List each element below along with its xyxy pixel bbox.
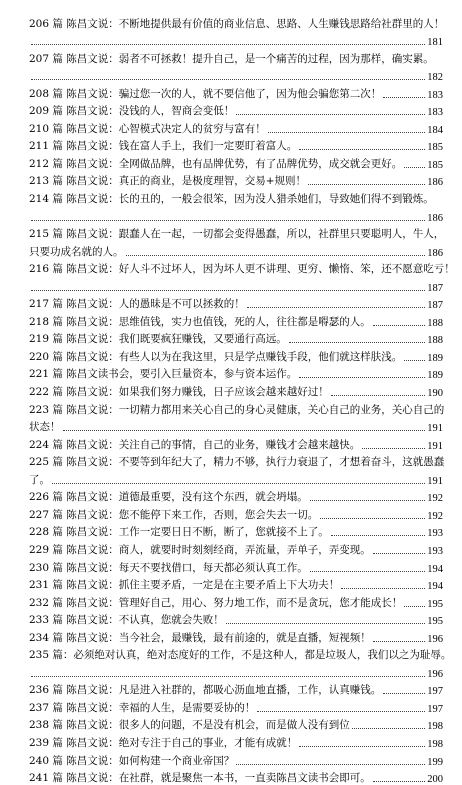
page-number: 193 (427, 545, 443, 557)
page-number: 192 (427, 493, 443, 505)
page-number: 183 (427, 89, 443, 101)
toc-entry-title: 241 篇 陈昌文说：在社群，就是聚焦一本书，一直卖陈昌文读书会即可。 (29, 772, 371, 785)
page-number: 197 (427, 686, 443, 698)
toc-entry[interactable] (29, 768, 443, 785)
toc-entry[interactable] (29, 715, 443, 733)
toc-entry-title: 215 篇 陈昌文说：跟蠢人在一起，一切都会变得愚蠢，所以，社群里只要聪明人，牛人， (29, 228, 445, 241)
toc-entry[interactable] (29, 83, 443, 101)
toc-entry-title: 240 篇 陈昌文说：如何构建一个商业帝国？ (29, 754, 235, 767)
toc-entry-title: 229 篇 陈昌文说：商人，就要时时刻刻经商，弄流量，弄单子，弄变现。 (29, 543, 371, 556)
dot-leader (236, 764, 425, 765)
toc-entry-title: 217 篇 陈昌文说：人的愚昧是不可以拯救的！ (29, 298, 245, 311)
page-number: 184 (427, 124, 443, 136)
page-number: 186 (427, 212, 443, 224)
dot-leader (310, 571, 426, 572)
page-number: 188 (427, 317, 443, 329)
page-number: 191 (427, 423, 443, 435)
dot-leader (63, 430, 426, 431)
toc-entry-title: 209 篇 陈昌文说：没钱的人，智商会变低！ (29, 105, 235, 118)
toc-entry[interactable] (29, 311, 443, 329)
dot-leader (31, 290, 425, 291)
dot-leader (308, 184, 425, 185)
dot-leader (404, 606, 425, 607)
dot-leader (331, 535, 426, 536)
page-number: 197 (427, 703, 443, 715)
page-number: 183 (427, 107, 443, 119)
dot-leader (373, 553, 426, 554)
dot-leader (404, 167, 425, 168)
page-number: 181 (427, 37, 443, 49)
toc-entry-title: 239 篇 陈昌文说：绝对专注于自己的事业，才能有成就！ (29, 736, 298, 749)
dot-leader (52, 483, 425, 484)
toc-entry-title: 216 篇 陈昌文说：好人斗不过坏人，因为坏人更不讲理、更穷、懒惰、笨，还不愿意吃亏！ (29, 263, 455, 276)
toc-entry-title: 223 篇 陈昌文说：一切精力都用来关心自己的身心灵健康，关心自己的业务，关心自己的 (29, 403, 445, 416)
dot-leader (257, 711, 425, 712)
toc-entry-title: 207 篇 陈昌文说：弱者不可拯救！提升自己，是一个痛苦的过程，因为那样，确实累。 (29, 52, 434, 65)
table-of-contents (29, 13, 455, 785)
toc-entry[interactable] (29, 504, 443, 522)
dot-leader (236, 114, 425, 115)
toc-entry-title: 231 篇 陈昌文说：抓住主要矛盾，一定是在主要矛盾上下大功夫！ (29, 579, 340, 592)
toc-entry-title: 224 篇 陈昌文说：关注自己的事情，自己的业务，赚钱才会越来越快。 (29, 438, 361, 451)
dot-leader (226, 623, 426, 624)
dot-leader (310, 500, 426, 501)
page-number: 196 (427, 633, 443, 645)
page-number: 189 (427, 352, 443, 364)
toc-entry-title: 235 篇：必须绝对认真，绝对态度好的工作，不是这种人，都是垃圾人，我们以之为耻辱。 (29, 649, 452, 662)
toc-entry-title: 222 篇 陈昌文说：如果我们努力赚钱，日子应该会越来越好过！ (29, 386, 329, 399)
toc-entry[interactable] (29, 118, 443, 136)
page-number: 186 (427, 177, 443, 189)
dot-leader (383, 693, 425, 694)
toc-entry-leader (29, 206, 443, 224)
dot-leader (299, 377, 425, 378)
dot-leader (404, 360, 425, 361)
toc-entry[interactable] (29, 452, 443, 470)
dot-leader (31, 44, 425, 45)
dot-leader (373, 641, 426, 642)
toc-entry[interactable] (29, 136, 443, 154)
page-number: 199 (427, 756, 443, 768)
page-number: 185 (427, 142, 443, 154)
toc-entry[interactable] (29, 13, 443, 31)
dot-leader (268, 132, 426, 133)
toc-entry-leader (29, 662, 443, 680)
toc-entry-title: 226 篇 陈昌文说：道德最重要，没有这个东西，就会坍塌。 (29, 491, 308, 504)
page-number: 198 (427, 738, 443, 750)
toc-entry[interactable] (29, 575, 443, 593)
dot-leader (383, 97, 425, 98)
toc-entry[interactable] (29, 153, 443, 171)
toc-entry-title: 238 篇 陈昌文说：很多人的问题，不是没有机会，而是做人没有到位 (29, 719, 350, 732)
toc-entry-continuation (29, 469, 443, 487)
toc-entry-title: 219 篇 陈昌文说：我们既要疯狂赚钱，又要通行高远。 (29, 333, 287, 346)
dot-leader (352, 728, 426, 729)
toc-entry-title: 234 篇 陈昌文说：当今社会，最赚钱，最有前途的，就是直播，短视频！ (29, 631, 371, 644)
toc-entry[interactable] (29, 557, 443, 575)
toc-entry[interactable] (29, 329, 443, 347)
page-number: 187 (427, 282, 443, 294)
toc-entry-leader (29, 66, 443, 84)
toc-entry[interactable] (29, 750, 443, 768)
toc-entry-leader (29, 276, 443, 294)
page-number: 187 (427, 300, 443, 312)
toc-entry-title: 236 篇 陈昌文说：凡是进入社群的，都吸心沥血地直播，工作，认真赚钱。 (29, 684, 382, 697)
toc-entry-title-continued: 状态！ (29, 421, 61, 434)
page-number: 193 (427, 528, 443, 540)
toc-entry[interactable] (29, 171, 443, 189)
toc-entry[interactable] (29, 259, 455, 277)
toc-entry-title: 237 篇 陈昌文说：幸福的人生，是需要妥协的！ (29, 701, 256, 714)
toc-entry-title: 206 篇 陈昌文说：不断地提供最有价值的商业信息、思路、人生赚钱思路给社群里的人！ (29, 17, 445, 30)
dot-leader (341, 588, 425, 589)
toc-entry-title: 227 篇 陈昌文说：您不能停下来工作，否则，您会失去一切。 (29, 508, 319, 521)
toc-entry-title: 220 篇 陈昌文说：有些人以为在我这里，只是学点赚钱手段，他们就这样肤浅。 (29, 350, 403, 363)
toc-entry[interactable] (29, 346, 443, 364)
dot-leader (373, 781, 426, 782)
toc-entry-title: 233 篇 陈昌文说：不认真，您就会失败！ (29, 614, 224, 627)
toc-entry[interactable] (29, 592, 443, 610)
toc-entry-title: 208 篇 陈昌文说：骗过您一次的人，就不要信他了，因为他会骗您第二次！ (29, 87, 382, 100)
page-number: 195 (427, 616, 443, 628)
toc-entry-title-continued: 了。 (29, 473, 50, 486)
dot-leader (299, 149, 425, 150)
page-number: 191 (427, 475, 443, 487)
toc-entry[interactable] (29, 697, 443, 715)
toc-entry[interactable] (29, 434, 443, 452)
page-number: 198 (427, 721, 443, 733)
toc-entry[interactable] (29, 294, 443, 312)
toc-entry[interactable] (29, 364, 443, 382)
toc-entry-title-continued: 只要功成名就的人。 (29, 245, 124, 258)
dot-leader (362, 448, 425, 449)
toc-entry-title: 228 篇 陈昌文说：工作一定要日日不断，断了，您就接不上了。 (29, 526, 329, 539)
page-number: 194 (427, 563, 443, 575)
page-number: 191 (427, 440, 443, 452)
toc-entry[interactable] (29, 101, 443, 119)
page-number: 190 (427, 388, 443, 400)
dot-leader (31, 79, 425, 80)
toc-entry-title: 212 篇 陈昌文说：全网做品牌，也有品牌优势，有了品牌优势，成交就会更好。 (29, 157, 403, 170)
toc-entry[interactable] (29, 732, 443, 750)
toc-entry-title: 210 篇 陈昌文说：心智模式决定人的贫穷与富有！ (29, 122, 266, 135)
toc-entry-title: 225 篇 陈昌文说：不要等到年纪大了，精力不够，执行力衰退了，才想着奋斗，这就愚蠢 (29, 456, 445, 469)
toc-entry-title: 211 篇 陈昌文说：钱在富人手上，我们一定要盯着富人。 (29, 140, 298, 153)
dot-leader (31, 676, 425, 677)
toc-entry-title: 221 篇 陈昌文读书会，要引入巨量资本，参与资本运作。 (29, 368, 298, 381)
toc-entry[interactable] (29, 48, 443, 66)
toc-entry[interactable] (29, 188, 443, 206)
page-number: 200 (427, 774, 443, 785)
toc-entry[interactable] (29, 224, 443, 242)
page-number: 186 (427, 247, 443, 259)
page-number: 194 (427, 581, 443, 593)
page-number: 188 (427, 335, 443, 347)
toc-entry-continuation (29, 417, 443, 435)
dot-leader (31, 220, 425, 221)
toc-entry[interactable] (29, 539, 443, 557)
toc-entry[interactable] (29, 399, 443, 417)
page-number: 192 (427, 510, 443, 522)
dot-leader (247, 307, 426, 308)
dot-leader (126, 255, 426, 256)
toc-entry[interactable] (29, 627, 443, 645)
page-number: 195 (427, 598, 443, 610)
toc-entry[interactable] (29, 680, 443, 698)
toc-entry-leader (29, 31, 443, 49)
toc-entry-title: 232 篇 陈昌文说：管理好自己，用心、努力地工作，而不是贪玩，您才能成长！ (29, 596, 403, 609)
dot-leader (331, 395, 426, 396)
toc-entry[interactable] (29, 487, 443, 505)
toc-entry[interactable] (29, 645, 452, 663)
toc-entry[interactable] (29, 381, 443, 399)
page-number: 196 (427, 668, 443, 680)
toc-entry[interactable] (29, 522, 443, 540)
toc-entry-continuation (29, 241, 443, 259)
page-number: 182 (427, 72, 443, 84)
toc-entry-title: 218 篇 陈昌文说：思维值钱，实力也值钱，死的人，往往都是嘚瑟的人。 (29, 315, 371, 328)
dot-leader (320, 518, 425, 519)
toc-entry-title: 230 篇 陈昌文说：每天不要找借口，每天都必须认真工作。 (29, 561, 308, 574)
toc-entry[interactable] (29, 610, 443, 628)
toc-entry-title: 214 篇 陈昌文说：长的丑的，一般会很笨，因为没人猎杀她们，导致她们得不到锻炼。 (29, 193, 434, 206)
dot-leader (373, 325, 426, 326)
toc-entry-title: 213 篇 陈昌文说：真正的商业，是极度理智，交易+规则！ (29, 175, 307, 188)
dot-leader (289, 342, 426, 343)
page-number: 185 (427, 159, 443, 171)
dot-leader (299, 746, 425, 747)
page-number: 189 (427, 370, 443, 382)
